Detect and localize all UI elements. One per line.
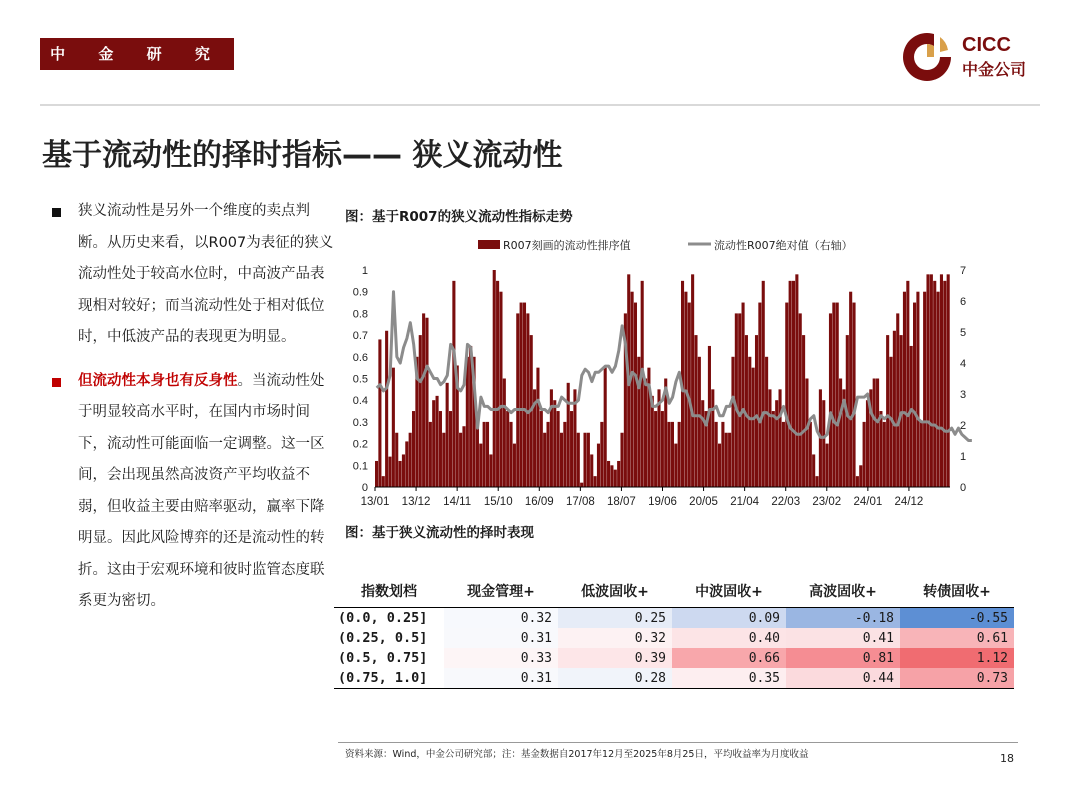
y-left-tick-label: 0.5 (352, 373, 368, 386)
page-title: 基于流动性的择时指标—— 狭义流动性 (42, 138, 563, 173)
bar (852, 303, 855, 487)
y-left-tick-label: 0.3 (352, 416, 368, 429)
table-cell: 0.28 (558, 668, 672, 689)
bar (567, 383, 570, 487)
table-cell: 0.32 (558, 628, 672, 648)
x-tick-label: 15/10 (483, 496, 513, 508)
x-tick-label: 14/11 (443, 496, 472, 508)
bar (439, 411, 442, 487)
bar (903, 292, 906, 487)
bar (923, 292, 926, 487)
y-left-tick-label: 0.6 (352, 351, 368, 364)
row-label: (0.0, 0.25] (338, 610, 428, 626)
y-right-tick-label: 1 (960, 451, 967, 463)
x-tick-label: 21/04 (730, 496, 760, 508)
bar (694, 335, 697, 487)
bar (506, 411, 509, 487)
x-tick-label: 22/03 (771, 496, 801, 508)
bar (375, 461, 378, 487)
bar (943, 281, 946, 487)
x-tick-label: 24/01 (853, 496, 883, 508)
bar (597, 444, 600, 487)
table-cell: 0.32 (444, 608, 558, 629)
x-tick-label: 24/12 (894, 496, 924, 508)
bar (691, 274, 694, 487)
bar (499, 292, 502, 487)
bar (816, 476, 819, 487)
y-left-tick-label: 0.7 (352, 330, 368, 343)
bar (526, 313, 529, 487)
column-header: 指数划档 (334, 575, 444, 608)
bar (620, 433, 623, 487)
column-header: 高波固收+ (786, 575, 900, 608)
logo-en: CICC (962, 34, 1011, 56)
bar (792, 281, 795, 487)
bar (452, 281, 455, 487)
table-cell: 0.31 (444, 668, 558, 689)
bar (863, 422, 866, 487)
table-cell: -0.55 (900, 608, 1014, 629)
bar (836, 303, 839, 487)
bar (937, 292, 940, 487)
bar (748, 357, 751, 487)
x-tick-label: 18/07 (607, 496, 636, 508)
y-left-tick-label: 0.4 (352, 395, 368, 408)
bar (523, 303, 526, 487)
header-divider (40, 104, 1040, 106)
table-cell: 0.40 (672, 628, 786, 648)
bar (886, 335, 889, 487)
bar (809, 422, 812, 487)
bar (563, 422, 566, 487)
y-right-tick-label: 5 (960, 327, 967, 339)
bar (385, 331, 388, 487)
bar (684, 292, 687, 487)
bar (738, 313, 741, 487)
bar (731, 357, 734, 487)
table-cell: 0.73 (900, 668, 1014, 689)
paragraph-2 (48, 366, 338, 618)
bar (799, 313, 802, 487)
bar (765, 357, 768, 487)
table-row (334, 648, 1014, 668)
row-label: (0.5, 0.75] (338, 650, 428, 666)
bar (779, 389, 782, 487)
figure1-caption: 图：基于R007的狭义流动性指标走势 (345, 209, 573, 225)
bar (671, 422, 674, 487)
bar (540, 411, 543, 487)
row-label: (0.75, 1.0] (334, 668, 444, 689)
bar (879, 411, 882, 487)
bar (812, 454, 815, 487)
table-cell: 0.61 (900, 628, 1014, 648)
bar (866, 400, 869, 487)
bar (829, 313, 832, 487)
bar (644, 379, 647, 488)
y-left-tick-label: 0.2 (352, 438, 368, 451)
paragraph-1-text: 狭义流动性是另外一个维度的卖点判断。从历史来看，以R007为表征的狭义流动性处于较高水位时，中高波产品表现相对较好；而当流动性处于相对低位时，中低波产品的表现更为明显。 (78, 203, 334, 345)
bar (536, 368, 539, 487)
bar (772, 411, 775, 487)
legend-line-label: 流动性R007绝对值（右轴） (714, 239, 853, 252)
bar (802, 335, 805, 487)
bar (388, 457, 391, 487)
bar (449, 411, 452, 487)
x-tick-label: 19/06 (648, 496, 677, 508)
bar (930, 274, 933, 487)
bar (762, 281, 765, 487)
paragraph-2-highlight: 但流动性本身也有反身性 (78, 372, 238, 389)
bar (742, 303, 745, 487)
x-tick-label: 13/01 (360, 496, 390, 508)
bar (422, 313, 425, 487)
bar (728, 433, 731, 487)
bar (462, 426, 465, 487)
bar (476, 422, 479, 487)
bar (510, 422, 513, 487)
table-row (334, 608, 1014, 629)
y-left-tick-label: 0 (361, 482, 368, 494)
bar (493, 270, 496, 487)
bar (755, 335, 758, 487)
paragraph-2-text: 。当流动性处于明显较高水平时，在国内市场时间下，流动性可能面临一定调整。这一区间，会出现虽然高波资产平均收益不弱，但收益主要由赔率驱动，赢率下降明显。因此风险博弈的还是流动性的转折。这由于宏观环境和彼时监管态度联系更为密切。 (78, 372, 325, 609)
y-left-tick-label: 1 (361, 265, 368, 277)
bar (849, 292, 852, 487)
bar (916, 292, 919, 487)
bar (873, 379, 876, 488)
cicc-logo (900, 30, 1045, 84)
bar (775, 400, 778, 487)
bar (822, 400, 825, 487)
x-tick-label: 16/09 (524, 496, 554, 508)
bar (678, 422, 681, 487)
bar (634, 303, 637, 487)
section-tag: 中 金 研 究 部 (40, 38, 234, 70)
bar (577, 433, 580, 487)
bar (906, 281, 909, 487)
bar (795, 274, 798, 487)
bar (701, 400, 704, 487)
bar (610, 465, 613, 487)
bar (432, 400, 435, 487)
table-cell: 0.41 (786, 628, 900, 648)
bar (893, 331, 896, 487)
bar (483, 422, 486, 487)
y-left-tick-label: 0.1 (352, 460, 368, 473)
bar (674, 444, 677, 487)
table-cell: 0.25 (558, 608, 672, 629)
bar (651, 396, 654, 487)
bar (412, 411, 415, 487)
paragraph-1 (48, 196, 338, 354)
table-cell: 0.09 (672, 608, 786, 629)
table-cell: 0.39 (558, 648, 672, 668)
logo-cn: 中金公司 (962, 60, 1027, 79)
square-bullet-icon (52, 378, 61, 387)
bar (768, 389, 771, 487)
bar (594, 476, 597, 487)
bar (570, 411, 573, 487)
table-row (334, 628, 1014, 648)
bar (725, 433, 728, 487)
bar (654, 411, 657, 487)
bar (489, 454, 492, 487)
bar (405, 441, 408, 487)
bar (900, 335, 903, 487)
bar (382, 476, 385, 487)
timing-performance-table (334, 575, 1014, 689)
bar (419, 335, 422, 487)
x-tick-label: 17/08 (565, 496, 595, 508)
legend-bar-label: R007刻画的流动性排序值 (503, 239, 631, 252)
bar (698, 357, 701, 487)
y-right-tick-label: 0 (960, 482, 967, 494)
table-cell: 1.12 (900, 648, 1014, 668)
bar (883, 422, 886, 487)
bar (520, 303, 523, 487)
bar (378, 339, 381, 487)
bar (486, 422, 489, 487)
figure2-caption: 图：基于狭义流动性的择时表现 (345, 525, 534, 541)
y-left-tick-label: 0.8 (352, 308, 368, 321)
bar (429, 422, 432, 487)
y-right-tick-label: 6 (960, 296, 967, 308)
liquidity-chart (345, 232, 1015, 512)
bar (789, 281, 792, 487)
bar (557, 411, 560, 487)
bar (583, 433, 586, 487)
table-cell: 0.33 (444, 648, 558, 668)
y-right-tick-label: 2 (960, 420, 967, 432)
bar (896, 313, 899, 487)
bar (785, 303, 788, 487)
bar (543, 433, 546, 487)
bar (721, 422, 724, 487)
column-header: 低波固收+ (558, 575, 672, 608)
bar (590, 454, 593, 487)
bar (459, 433, 462, 487)
bar (856, 476, 859, 487)
table-cell: 0.81 (786, 648, 900, 668)
bar (614, 470, 617, 487)
bar (496, 281, 499, 487)
table-cell: 0.44 (786, 668, 900, 689)
bar (550, 389, 553, 487)
footer-divider (338, 742, 1018, 743)
bar (758, 303, 761, 487)
bar (711, 389, 714, 487)
table-row (334, 668, 1014, 689)
bar (661, 411, 664, 487)
bar (560, 433, 563, 487)
bar (395, 433, 398, 487)
bar (587, 433, 590, 487)
bar (425, 318, 428, 487)
bar (392, 368, 395, 487)
page-number: 18 (1000, 752, 1014, 765)
bar (503, 379, 506, 488)
bar (913, 303, 916, 487)
cicc-logo-icon (900, 30, 958, 84)
bar (546, 422, 549, 487)
bar (607, 461, 610, 487)
bar (839, 379, 842, 488)
x-tick-label: 23/02 (812, 496, 842, 508)
bar (399, 461, 402, 487)
square-bullet-icon (52, 208, 61, 217)
bar (782, 422, 785, 487)
bar (513, 444, 516, 487)
bar (752, 368, 755, 487)
bar (805, 379, 808, 488)
bar (933, 281, 936, 487)
bar (479, 444, 482, 487)
bar (446, 383, 449, 487)
table-cell: -0.18 (786, 608, 900, 629)
y-right-tick-label: 4 (960, 358, 967, 370)
bar (600, 422, 603, 487)
bar (442, 433, 445, 487)
bar (859, 465, 862, 487)
table-header-row (334, 575, 1014, 608)
bar (715, 422, 718, 487)
bar (604, 368, 607, 487)
bar (553, 400, 556, 487)
bar (826, 444, 829, 487)
column-header: 转债固收+ (900, 575, 1014, 608)
bar (920, 422, 923, 487)
bar (832, 303, 835, 487)
y-left-tick-label: 0.9 (352, 286, 368, 299)
bar (402, 454, 405, 487)
x-tick-label: 20/05 (689, 496, 718, 508)
bar (947, 274, 950, 487)
bar (617, 461, 620, 487)
y-right-tick-label: 7 (960, 265, 967, 277)
bar (910, 346, 913, 487)
table-cell: 0.35 (672, 668, 786, 689)
bar (409, 433, 412, 487)
bar (718, 444, 721, 487)
bar (926, 274, 929, 487)
bar (436, 396, 439, 487)
table-cell: 0.31 (444, 628, 558, 648)
column-header: 中波固收+ (672, 575, 786, 608)
table-cell: 0.66 (672, 648, 786, 668)
left-text-column (48, 196, 338, 618)
source-note: 资料来源：Wind，中金公司研究部；注：基金数据自2017年12月至2025年8月25日，平均收益率为月度收益 (345, 749, 809, 760)
bar (940, 274, 943, 487)
bar (631, 292, 634, 487)
bar (668, 422, 671, 487)
column-header: 现金管理+ (444, 575, 558, 608)
row-label: (0.25, 0.5] (338, 630, 428, 646)
y-right-tick-label: 3 (960, 389, 967, 401)
bar (580, 483, 583, 487)
legend-bar-swatch (478, 240, 500, 249)
bar (516, 313, 519, 487)
bar (876, 379, 879, 488)
x-tick-label: 13/12 (401, 496, 431, 508)
